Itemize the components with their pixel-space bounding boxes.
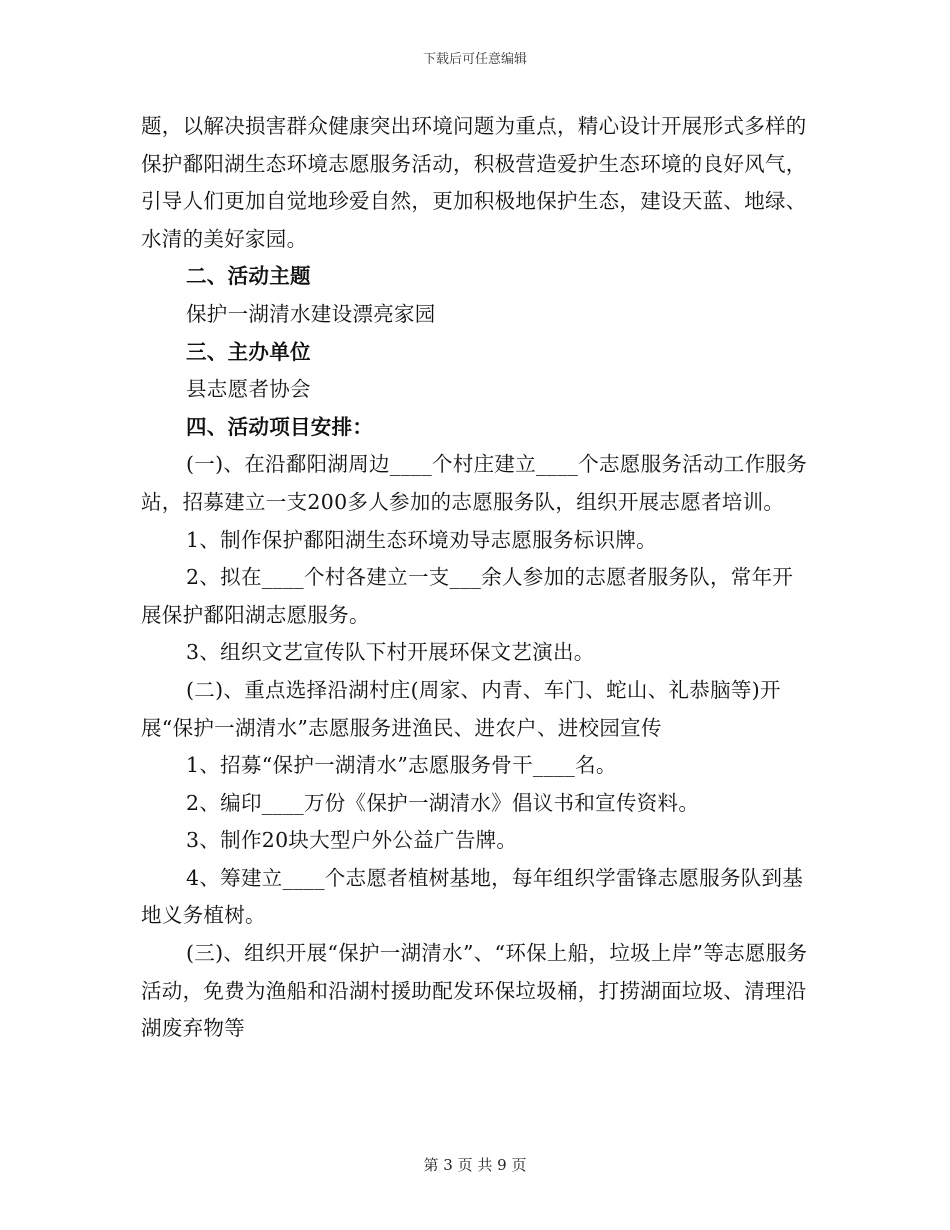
heading-activity-theme: 二、活动主题 <box>186 264 311 289</box>
list-item-2-3: 3、制作20块大型户外公益广告牌。 <box>186 828 518 853</box>
heading-organizer: 三、主办单位 <box>186 339 311 364</box>
page-number-footer: 第 3 页 共 9 页 <box>423 1156 527 1174</box>
list-item-1-2: 2、拟在____个村各建立一支___余人参加的志愿者服务队，常年开展保护鄱阳湖志愿服务。 <box>141 565 794 627</box>
list-item-1-1: 1、制作保护鄱阳湖生态环境劝导志愿服务标识牌。 <box>186 527 657 552</box>
heading-project-arrangement: 四、活动项目安排： <box>186 414 374 439</box>
paragraph-section-3: (三)、组织开展“保护一湖清水”、“环保上船，垃圾上岸”等志愿服务活动，免费为渔船和沿湖村援助配发环保垃圾桶，打捞湖面垃圾、清理沿湖废弃物等 <box>141 941 808 1041</box>
paragraph-section-1: (一)、在沿鄱阳湖周边____个村庄建立____个志愿服务活动工作服务站，招募建立一支200多人参加的志愿服务队，组织开展志愿者培训。 <box>141 452 807 514</box>
paragraph-theme: 保护一湖清水建设漂亮家园 <box>186 301 436 326</box>
page-header: 下载后可任意编辑 <box>422 52 527 67</box>
document-body <box>141 108 811 1048</box>
list-item-2-2: 2、编印____万份《保护一湖清水》倡议书和宣传资料。 <box>186 790 700 815</box>
paragraph-section-2: (二)、重点选择沿湖村庄(周家、内青、车门、蛇山、礼恭脑等)开展“保护一湖清水”志愿服务进渔民、进农户、进校园宣传 <box>141 677 781 740</box>
paragraph-organizer: 县志愿者协会 <box>186 377 311 402</box>
list-item-2-4: 4、筹建立____个志愿者植树基地，每年组织学雷锋志愿服务队到基地义务植树。 <box>141 865 804 928</box>
list-item-1-3: 3、组织文艺宣传队下村开展环保文艺演出。 <box>186 640 595 665</box>
list-item-2-1: 1、招募“保护一湖清水”志愿服务骨干____名。 <box>186 753 617 778</box>
paragraph-intro: 题，以解决损害群众健康突出环境问题为重点，精心设计开展形式多样的保护鄱阳湖生态环境志愿服务活动，积极营造爱护生态环境的良好风气，引导人们更加自觉地珍爱自然，更加积极地保护生态，建设天蓝、地绿、水清的美好家园。 <box>141 114 807 251</box>
